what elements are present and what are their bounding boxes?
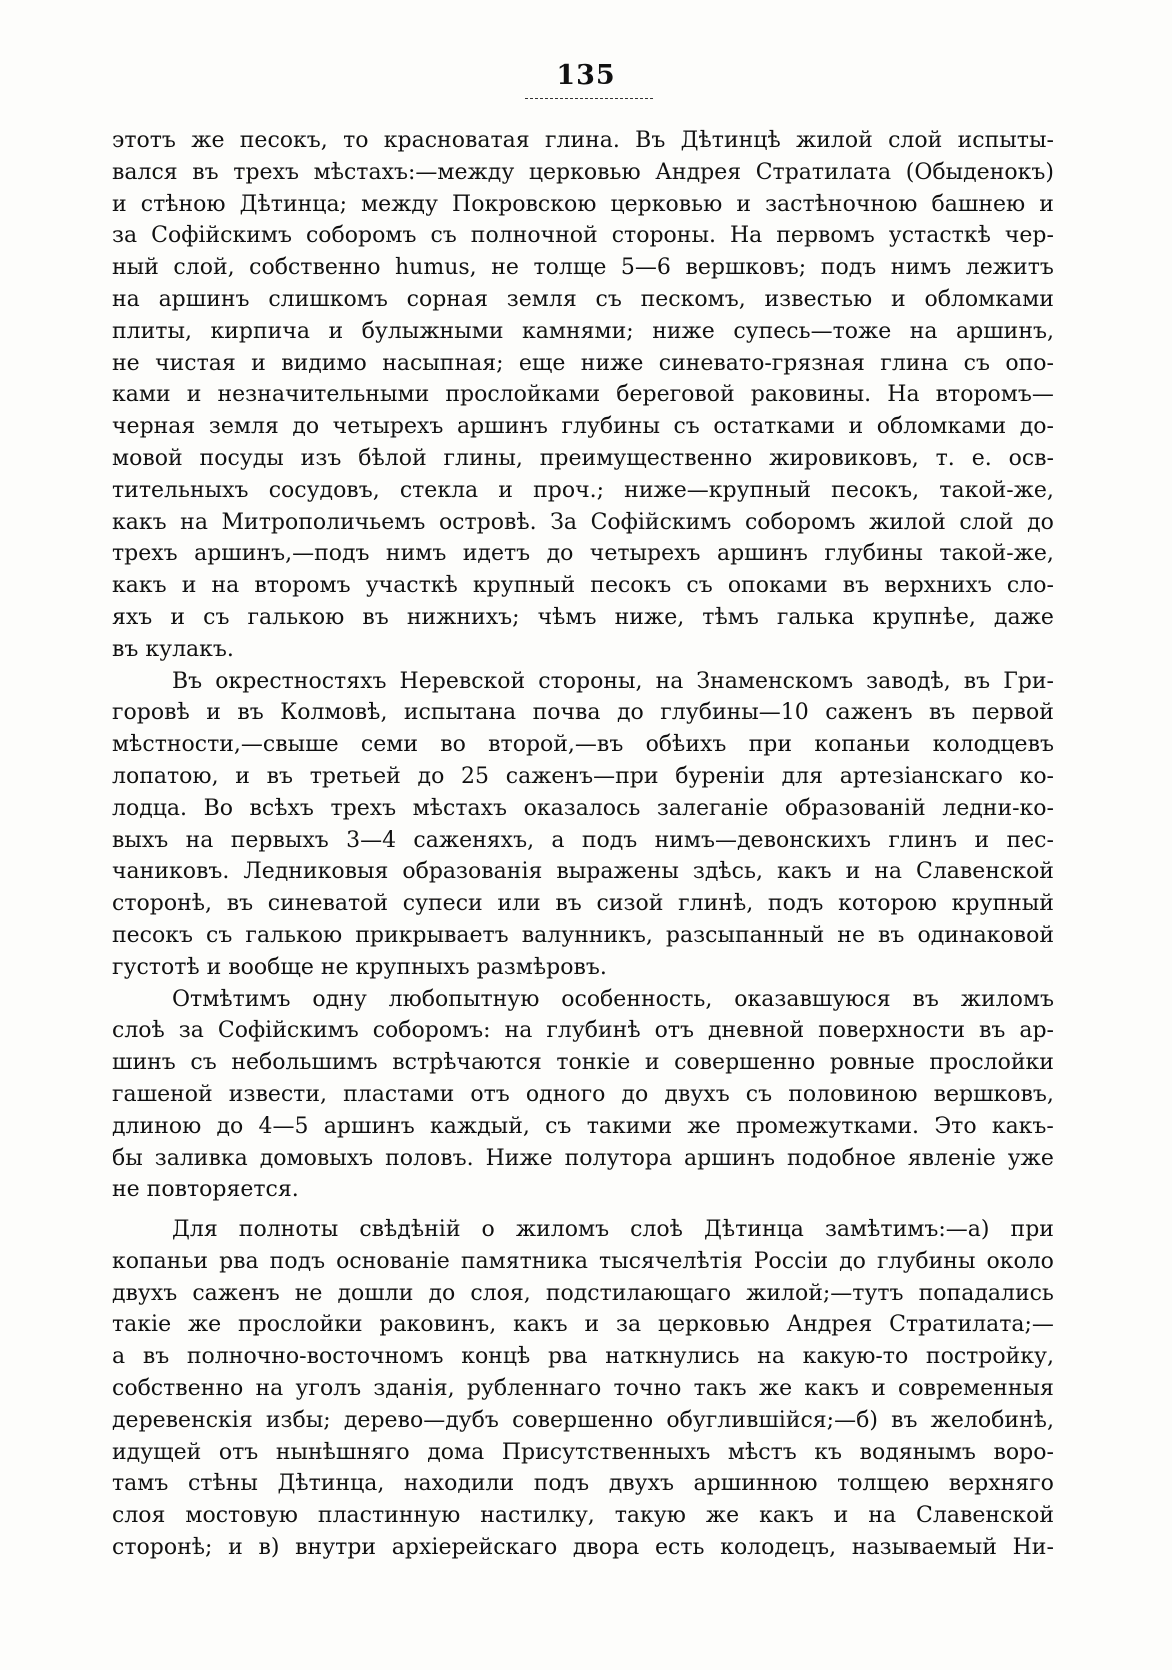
page-number: 135 — [556, 60, 616, 91]
text-line: ками и незначительными прослойками береговой раковины. На второмъ— — [112, 382, 1054, 408]
text-line: трехъ аршинъ,—подъ нимъ идетъ до четырехъ аршинъ глубины такой-же, — [112, 541, 1054, 567]
text-line: выхъ на первыхъ 3—4 саженяхъ, а подъ нимъ—девонскихъ глинъ и пес- — [112, 827, 1054, 853]
text-line: горовѣ и въ Колмовѣ, испытана почва до глубины—10 саженъ въ первой — [112, 700, 1054, 726]
text-line: за Софійскимъ соборомъ съ полночной стороны. На первомъ устасткѣ чер- — [112, 223, 1054, 249]
text-line: деревенскія избы; дерево—дубъ совершенно обуглившійся;—б) въ желобинѣ, — [112, 1407, 1054, 1433]
text-line: сторонѣ; и в) внутри архіерейскаго двора есть колодецъ, называемый Ни- — [112, 1535, 1054, 1561]
text-line: мовой посуды изъ бѣлой глины, преимущественно жировиковъ, т. е. осв- — [112, 445, 1054, 471]
text-line: черная земля до четырехъ аршинъ глубины съ остатками и обломками до- — [112, 414, 1054, 440]
text-line: тительныхъ сосудовъ, стекла и проч.; ниже—крупный песокъ, такой-же, — [112, 477, 1054, 503]
text-line: вался въ трехъ мѣстахъ:—между церковью Андрея Стратилата (Обыденокъ) — [112, 159, 1054, 185]
text-line: слоя мостовую пластинную настилку, такую же какъ и на Славенской — [112, 1503, 1054, 1529]
text-line: тамъ стѣны Дѣтинца, находили подъ двухъ аршинною толщею верхняго — [112, 1471, 1054, 1497]
text-line: не повторяется. — [112, 1177, 299, 1203]
text-line: и стѣною Дѣтинца; между Покровскою церковью и застѣночною башнею и — [112, 191, 1054, 217]
text-line: на аршинъ слишкомъ сорная земля съ пескомъ, известью и обломками — [112, 286, 1054, 312]
text-line: копаньи рва подъ основаніе памятника тысячелѣтія Россіи до глубины около — [112, 1248, 1054, 1274]
text-line: въ кулакъ. — [112, 636, 234, 662]
text-line: шинъ съ небольшимъ встрѣчаются тонкіе и совершенно ровные прослойки — [112, 1050, 1054, 1076]
text-line: гашеной извести, пластами отъ одного до двухъ съ половиною вершковъ, — [112, 1081, 1054, 1107]
text-line: этотъ же песокъ, то красноватая глина. Въ Дѣтинцѣ жилой слой испыты- — [112, 128, 1054, 153]
text-line: плиты, кирпича и булыжными камнями; ниже супесь—тоже на аршинъ, — [112, 318, 1054, 344]
body-text — [112, 125, 1054, 1564]
text-line: идущей отъ нынѣшняго дома Присутственныхъ мѣстъ къ водянымъ воро- — [112, 1439, 1054, 1465]
text-line: густотѣ и вообще не крупныхъ размѣровъ. — [112, 954, 607, 980]
text-line: двухъ саженъ не дошли до слоя, подстилающаго жилой;—тутъ попадались — [112, 1280, 1054, 1306]
text-line: песокъ съ галькою прикрываетъ валунникъ, разсыпанный не въ одинаковой — [112, 922, 1054, 948]
text-line: такіе же прослойки раковинъ, какъ и за церковью Андрея Стратилата;— — [112, 1312, 1054, 1338]
text-line: лопатою, и въ третьей до 25 саженъ—при буреніи для артезіанскаго ко- — [112, 763, 1054, 789]
header-rule — [525, 98, 653, 99]
text-line: слоѣ за Софійскимъ соборомъ: на глубинѣ отъ дневной поверхности въ ар- — [112, 1018, 1054, 1044]
text-line: яхъ и съ галькою въ нижнихъ; чѣмъ ниже, тѣмъ галька крупнѣе, даже — [112, 604, 1054, 630]
text-line: длиною до 4—5 аршинъ каждый, съ такими же промежутками. Это какъ- — [112, 1113, 1054, 1139]
text-line: какъ на Митрополичьемъ островѣ. За Софійскимъ соборомъ жилой слой до — [112, 509, 1054, 535]
text-line: чаниковъ. Ледниковыя образованія выражены здѣсь, какъ и на Славенской — [112, 859, 1054, 885]
text-line: ный слой, собственно humus, не толще 5—6 вершковъ; подъ нимъ лежитъ — [112, 255, 1054, 281]
text-line: Отмѣтимъ одну любопытную особенность, оказавшуюся въ жиломъ — [172, 986, 1054, 1012]
text-line: сторонѣ, въ синеватой супеси или въ сизой глинѣ, подъ которою крупный — [112, 891, 1054, 917]
text-line: а въ полночно-восточномъ концѣ рва наткнулись на какую-то постройку, — [112, 1344, 1054, 1370]
text-line: Въ окрестностяхъ Неревской стороны, на Знаменскомъ заводѣ, въ Гри- — [172, 668, 1054, 694]
text-line: собственно на уголъ зданія, рубленнаго точно такъ же какъ и современныя — [112, 1376, 1054, 1402]
text-line: Для полноты свѣдѣній о жиломъ слоѣ Дѣтинца замѣтимъ:—а) при — [172, 1217, 1054, 1243]
text-line: мѣстности,—свыше семи во второй,—въ обѣихъ при копаньи колодцевъ — [112, 732, 1054, 758]
text-line: бы заливка домовыхъ половъ. Ниже полутора аршинъ подобное явленіе уже — [112, 1145, 1054, 1171]
text-line: лодца. Во всѣхъ трехъ мѣстахъ оказалось залеганіе образованій ледни-ко- — [112, 795, 1054, 821]
text-line: какъ и на второмъ участкѣ крупный песокъ съ опоками въ верхнихъ сло- — [112, 573, 1054, 599]
text-line: не чистая и видимо насыпная; еще ниже синевато-грязная глина съ опо- — [112, 350, 1054, 376]
